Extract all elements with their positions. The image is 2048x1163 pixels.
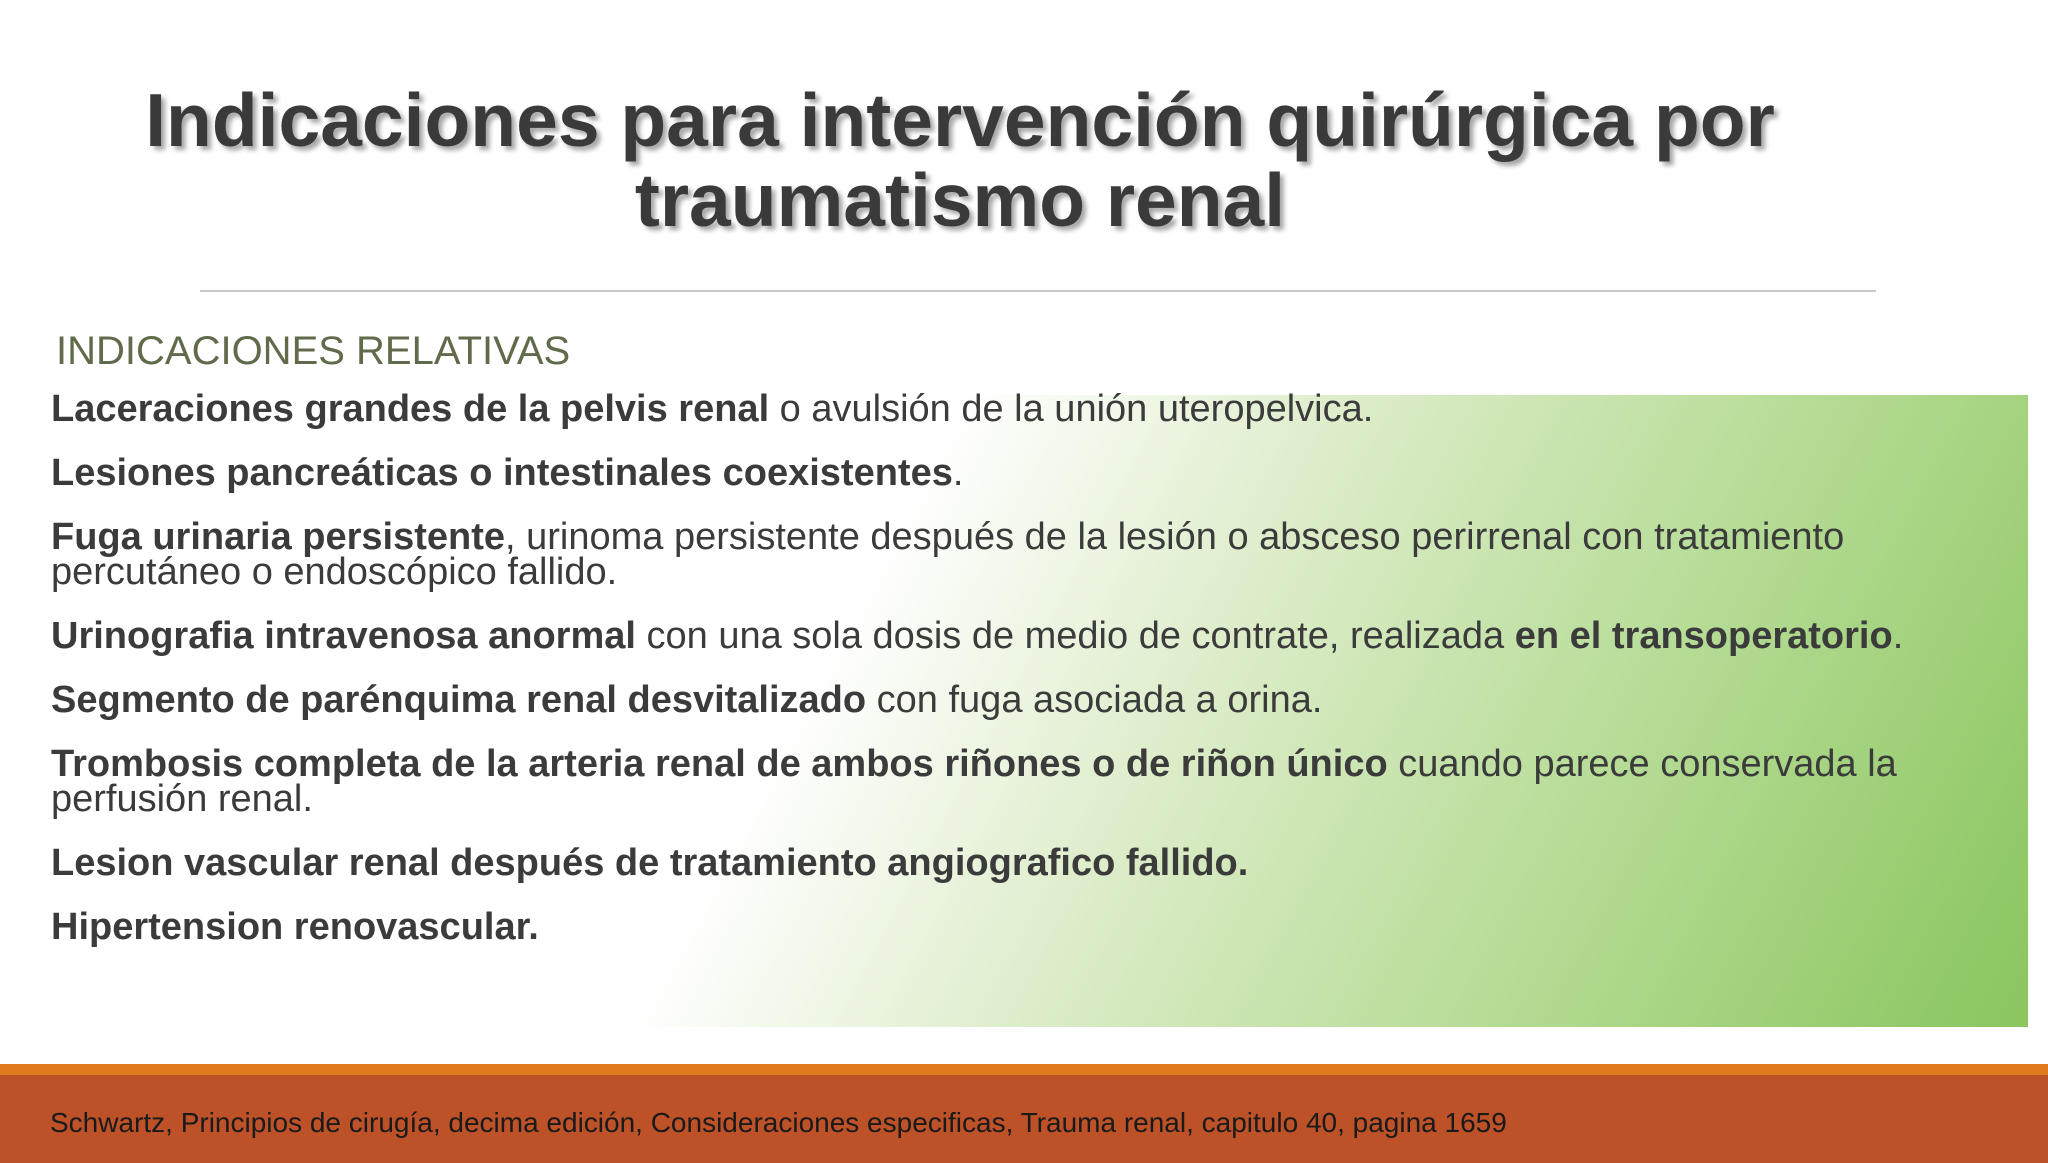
item-7-bold: Lesion vascular renal después de tratamiento angiografico fallido. xyxy=(51,842,1249,884)
item-4-text-2: . xyxy=(1892,615,1904,657)
slide-title xyxy=(60,80,1860,240)
item-6-bold: Trombosis completa de la arteria renal de ambos riñones o de riñon único xyxy=(51,743,1388,785)
list-item-8 xyxy=(51,906,2026,948)
list-item-4 xyxy=(51,615,2026,657)
slide-title-line-2: traumatismo renal xyxy=(634,158,1286,242)
slide-title-line-1: Indicaciones para intervención quirúrgica por xyxy=(145,78,1775,162)
item-2-bold: Lesiones pancreáticas o intestinales coexistentes xyxy=(51,452,953,494)
list-item-3 xyxy=(51,516,2026,593)
item-8-bold: Hipertension renovascular. xyxy=(51,906,539,948)
item-4-bold-2: en el transoperatorio xyxy=(1514,615,1893,657)
section-heading: INDICACIONES RELATIVAS xyxy=(56,329,571,373)
list-item-6 xyxy=(51,743,2026,820)
item-3-text: , urinoma persistente después de la lesión o absceso perirrenal con tratamiento percutáneo o endoscópico fallido. xyxy=(51,516,1845,593)
list-item-2 xyxy=(51,452,2026,494)
item-6-text: cuando parece conservada la perfusión renal. xyxy=(51,743,1897,820)
list-item-1 xyxy=(51,388,2026,430)
item-4-text: con una sola dosis de medio de contrate, realizada xyxy=(635,615,1515,657)
footer-citation: Schwartz, Principios de cirugía, decima edición, Consideraciones especificas, Trauma renal, capitulo 40, pagina 1659 xyxy=(50,1107,1507,1138)
item-2-text: . xyxy=(952,452,964,494)
item-3-bold: Fuga urinaria persistente xyxy=(51,516,506,558)
title-divider xyxy=(200,290,1876,292)
indications-list xyxy=(51,388,2026,948)
list-item-5 xyxy=(51,679,2026,721)
item-1-bold: Laceraciones grandes de la pelvis renal xyxy=(51,388,770,430)
item-5-text: con fuga asociada a orina. xyxy=(866,679,1323,721)
item-4-bold: Urinografia intravenosa anormal xyxy=(51,615,636,657)
item-5-bold: Segmento de parénquima renal desvitalizado xyxy=(51,679,867,721)
list-item-7 xyxy=(51,842,2026,884)
item-1-text: o avulsión de la unión uteropelvica. xyxy=(769,388,1374,430)
